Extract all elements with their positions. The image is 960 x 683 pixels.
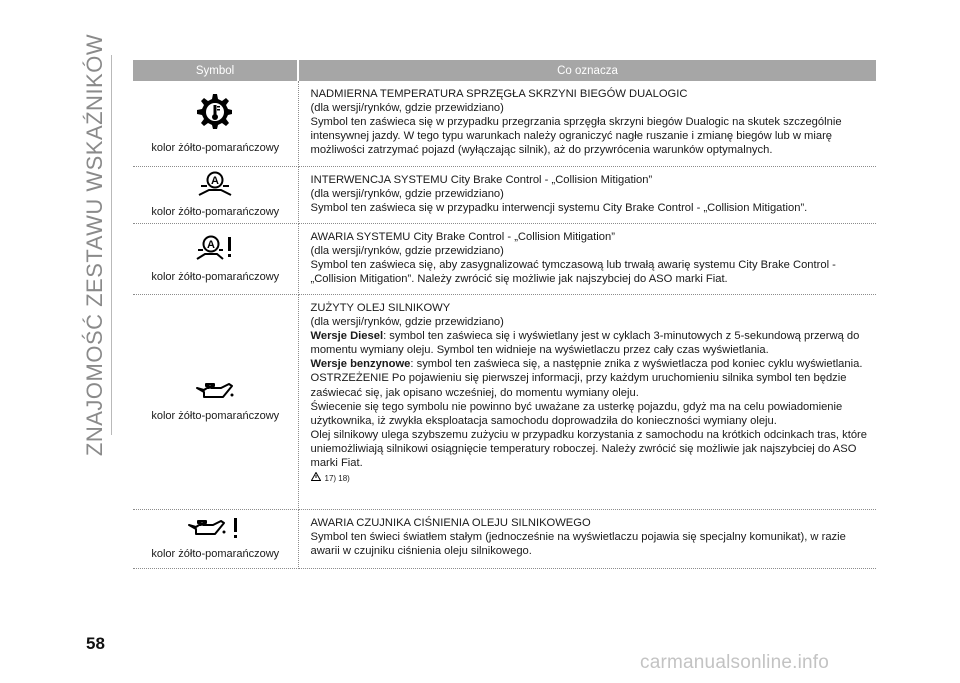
description-cell — [298, 510, 876, 569]
page-number: 58 — [86, 634, 105, 653]
table-row — [133, 224, 876, 295]
svg-text:A: A — [207, 238, 216, 251]
warning-title: AWARIA SYSTEMU City Brake Control - „Collision Mitigation” — [310, 231, 615, 243]
description-text: Symbol ten zaświeca się w przypadku przegrzania sprzęgła skrzyni biegów Dualogic na skutek szczególnie intensywnej jazdy. W tego typu warunkach należy ograniczyć nagłe ruszanie i zmianę biegów lub w miarę możliwości zatrzymać pojazd (wyłączając silnik), aż do przywrócenia warunków optymalnych. — [310, 116, 842, 157]
svg-text:A: A — [211, 174, 220, 187]
city-brake-control-failure-icon — [193, 234, 237, 266]
availability-note: (dla wersji/rynków, gdzie przewidziano) — [310, 102, 504, 115]
table-header-row — [133, 60, 876, 81]
diesel-label: Wersje Diesel — [310, 330, 384, 343]
header-meaning: Co oznacza — [298, 60, 876, 81]
color-label: kolor żółto-pomarańczowy — [151, 271, 280, 283]
table-row — [133, 81, 876, 167]
diesel-text: : symbol ten zaświeca się i wyświetlany jest w cyklach 3-minutowych z 5-sekundową przerwą do momentu wymiany oleju. Symbol ten widnieje na wyświetlaczu przez cały czas wyświetlania. — [310, 330, 860, 357]
petrol-label: Wersje benzynowe — [310, 358, 411, 371]
symbol-cell — [133, 167, 298, 224]
info-paragraph: Świecenie się tego symbolu nie powinno być uważane za usterkę pojazdu, gdyż ma na celu powiadomienie użytkownika, iż zwykła eksploatacja samochodu doprowadziła do konieczności wymiany oleju. — [310, 400, 843, 427]
info-paragraph: Olej silnikowy ulega szybszemu zużyciu w przypadku korzystania z samochodu na krótkich odcinkach tras, które uniemożliwiają silnikowi osiągnięcie temperatury roboczej. Należy zwrócić się możliwie jak najszybciej do ASO marki Fiat. — [310, 428, 868, 470]
side-divider — [111, 55, 112, 435]
symbol-cell — [133, 224, 298, 295]
reference-numbers: 17) 18) — [324, 474, 350, 484]
warning-title: ZUŻYTY OLEJ SILNIKOWY — [310, 302, 451, 314]
description-cell — [298, 295, 876, 510]
warning-paragraph: OSTRZEŻENIE Po pojawieniu się pierwszej informacji, przy każdym uruchomieniu silnika symbol ten będzie zaświecać się, jak opisano wcześniej, do momentu wymiany oleju. — [310, 372, 847, 399]
availability-note: (dla wersji/rynków, gdzie przewidziano) — [310, 316, 504, 329]
warning-title: INTERWENCJA SYSTEMU City Brake Control - „Collision Mitigation” — [310, 174, 653, 186]
availability-note: (dla wersji/rynków, gdzie przewidziano) — [310, 188, 504, 201]
description-cell — [298, 81, 876, 167]
description-text: Symbol ten zaświeca się, aby zasygnalizować tymczasową lub trwałą awarię systemu City Brake Control - „Collision Mitigation”. Należy zwrócić się możliwie jak najszybciej do ASO marki Fiat. — [310, 259, 836, 286]
color-label: kolor żółto-pomarańczowy — [151, 141, 280, 154]
gearbox-overheat-icon — [196, 92, 234, 136]
city-brake-control-icon — [193, 171, 237, 201]
symbol-cell — [133, 81, 298, 167]
warning-triangle-icon — [311, 472, 321, 486]
table-row — [133, 167, 876, 224]
warning-title: NADMIERNA TEMPERATURA SPRZĘGŁA SKRZYNI BIEGÓW DUALOGIC — [310, 88, 688, 100]
reference-notes — [311, 472, 875, 486]
header-symbol: Symbol — [133, 60, 298, 81]
color-label: kolor żółto-pomarańczowy — [151, 410, 280, 422]
diesel-paragraph — [311, 329, 875, 357]
color-label: kolor żółto-pomarańczowy — [151, 548, 280, 560]
availability-note: (dla wersji/rynków, gdzie przewidziano) — [310, 245, 504, 258]
description-text: Symbol ten świeci światłem stałym (jednocześnie na wyświetlaczu pojawia się specjalny komunikat), w razie awarii w czujniku ciśnienia oleju silnikowego. — [310, 531, 846, 558]
description-cell — [298, 224, 876, 295]
table-row — [133, 510, 876, 569]
color-label: kolor żółto-pomarańczowy — [151, 206, 280, 218]
section-side-title: ZNAJOMOŚĆ ZESTAWU WSKAŹNIKÓW — [82, 33, 107, 457]
symbol-cell — [133, 295, 298, 510]
petrol-paragraph — [311, 357, 875, 371]
warning-title: AWARIA CZUJNIKA CIŚNIENIA OLEJU SILNIKOWEGO — [310, 517, 591, 529]
oil-can-icon — [195, 381, 235, 405]
warning-lights-table — [133, 60, 876, 569]
description-cell — [298, 167, 876, 224]
symbol-cell — [133, 510, 298, 569]
table-row — [133, 295, 876, 510]
oil-pressure-failure-icon — [187, 517, 243, 543]
petrol-text: : symbol ten zaświeca się, a następnie znika z wyświetlacza pod koniec cyklu wyświetlania. — [410, 358, 863, 371]
description-text: Symbol ten zaświeca się w przypadku interwencji systemu City Brake Control - „Collision Mitigation”. — [310, 202, 808, 215]
watermark: carmanualsonline.info — [640, 652, 830, 673]
